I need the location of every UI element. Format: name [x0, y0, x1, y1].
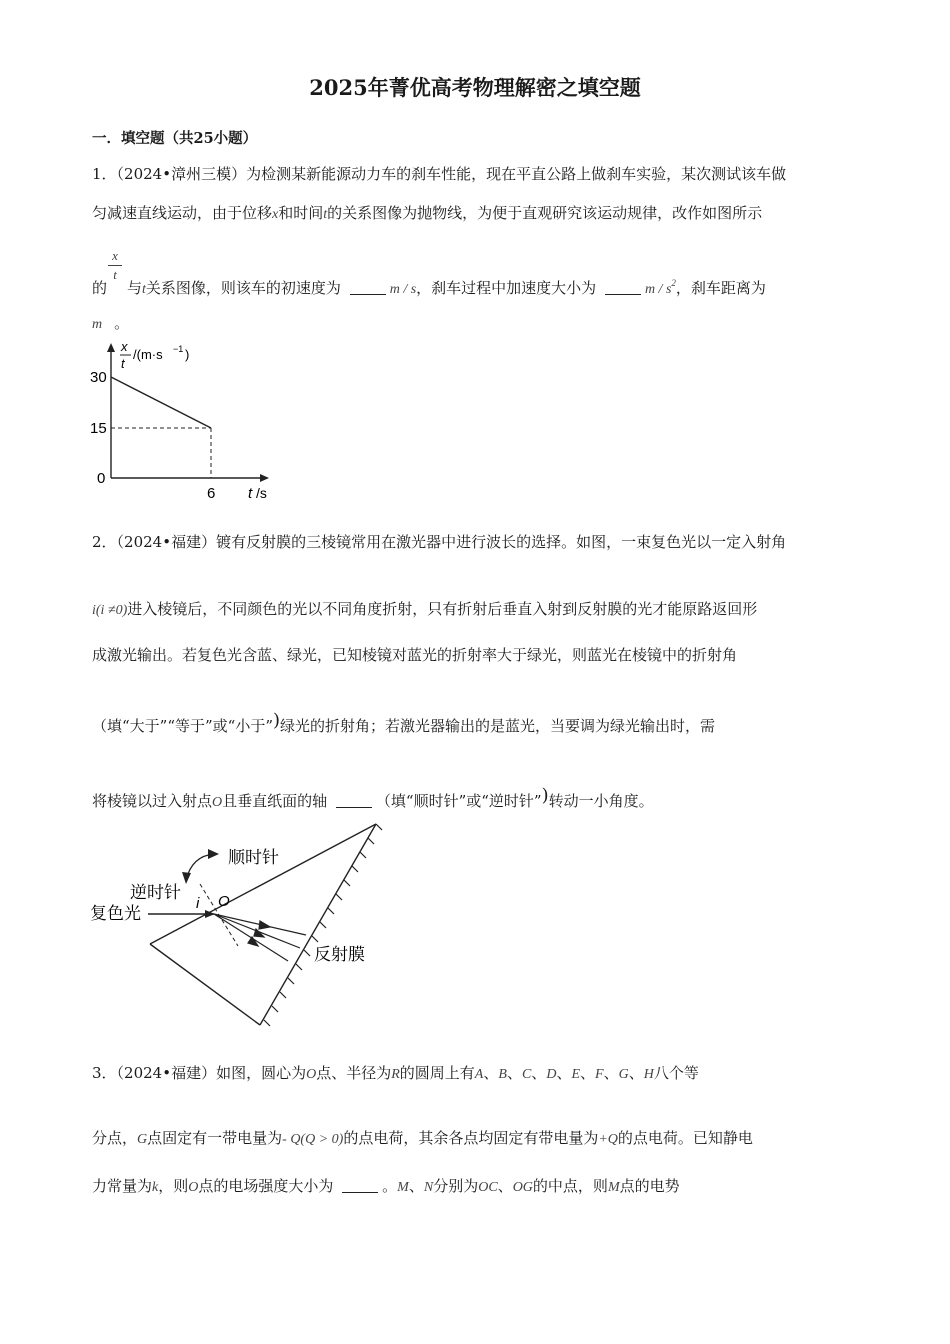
tick-0: 0	[97, 470, 106, 487]
q2-line-5: 将棱镜以过入射点O且垂直纸面的轴 （填“顺时针”或“逆时针”)转动一小角度。	[92, 785, 654, 810]
svg-text:t: t	[248, 485, 253, 502]
q3-line-2: 分点，G点固定有一带电量为- Q(Q > 0)的点电荷，其余各点均固定有带电量为+Q的点电荷。已知静电	[92, 1129, 753, 1147]
q2-line-3: 成激光输出。若复色光含蓝、绿光，已知棱镜对蓝光的折射率大于绿光，则蓝光在棱镜中的折射角	[92, 646, 738, 664]
svg-text:x: x	[121, 339, 128, 354]
svg-text:O: O	[218, 893, 230, 910]
q1-line-4: m 。	[92, 314, 130, 332]
label-counterclockwise: 逆时针	[130, 883, 181, 902]
q1-blank-2[interactable]	[605, 280, 641, 295]
label-film: 反射膜	[314, 945, 365, 964]
svg-text:/(m·s: /(m·s	[133, 347, 163, 362]
q3-blank-1[interactable]	[342, 1178, 378, 1193]
q2-line-2: i(i ≠0)进入棱镜后，不同颜色的光以不同角度折射，只有折射后垂直入射到反射膜的光才能原路返回形	[92, 600, 758, 618]
q1-graph	[85, 335, 285, 505]
q1-line-1: 1．（2024•漳州三模）为检测某新能源动力车的刹车性能，现在平直公路上做刹车实验，某次测试该车做	[92, 165, 787, 183]
svg-text:t: t	[121, 356, 125, 371]
q2-line-4: （填“大于”“等于”或“小于”)绿光的折射角；若激光器输出的是蓝光，当要调为绿光输出时，需	[92, 710, 716, 735]
svg-text:/s: /s	[256, 485, 267, 501]
svg-text:−1: −1	[173, 344, 184, 354]
q1-line-3: 的 与t关系图像，则该车的初速度为 m / s，刹车过程中加速度大小为 m / $s^2$，刹车距离为	[92, 278, 766, 297]
svg-text:i: i	[196, 895, 200, 912]
tick-15: 15	[90, 420, 107, 437]
q1-blank-1[interactable]	[350, 280, 386, 295]
label-clockwise: 顺时针	[228, 848, 279, 867]
q2-prism-figure	[88, 818, 388, 1033]
tick-6: 6	[207, 485, 216, 502]
q1-line-2: 匀减速直线运动，由于位移x和时间t的关系图像为抛物线，为便于直观研究该运动规律，改作如图所示	[92, 204, 763, 222]
q3-line-3: 力常量为k，则O点的电场强度大小为 。M、N分别为OC、OG的中点，则M点的电势	[92, 1177, 680, 1195]
tick-30: 30	[90, 369, 107, 386]
q1-graph-line	[111, 377, 211, 428]
q1-fraction-x-over-t: x t	[108, 249, 122, 282]
q2-line-1: 2．（2024•福建）镀有反射膜的三棱镜常用在激光器中进行波长的选择。如图，一束复色光以一定入射角	[92, 533, 787, 551]
q1-blank-3[interactable]	[106, 316, 110, 330]
label-light: 复色光	[90, 904, 141, 923]
q2-blank-2[interactable]	[336, 793, 372, 808]
q3-line-1: 3．（2024•福建）如图，圆心为O点、半径为R的圆周上有A、B、C、D、E、F、G、H八个等	[92, 1064, 699, 1082]
section-heading: 一．填空题（共25小题）	[92, 130, 258, 147]
svg-text:): )	[185, 347, 190, 362]
page-title: 2025年菁优高考物理解密之填空题	[309, 75, 641, 100]
